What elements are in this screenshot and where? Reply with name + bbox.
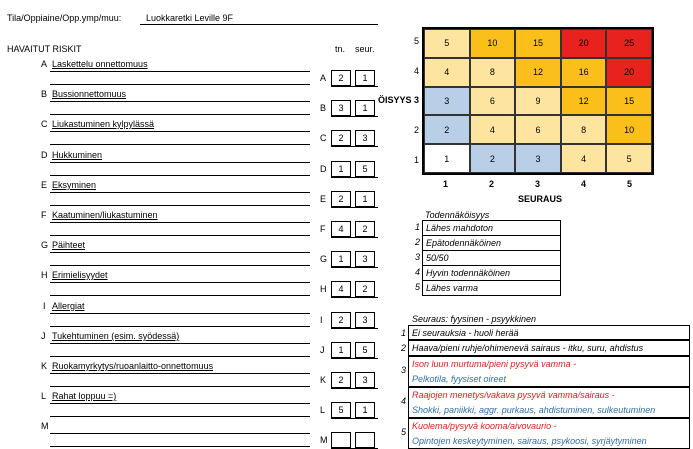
probability-number: 3 <box>414 252 420 262</box>
probability-score[interactable]: 4 <box>331 281 351 297</box>
probability-table <box>422 220 561 296</box>
probability-score[interactable]: 2 <box>331 70 351 86</box>
risk-letter: K <box>41 361 48 371</box>
consequence-score[interactable]: 1 <box>355 191 375 207</box>
consequence-score[interactable]: 3 <box>355 312 375 328</box>
consequence-number: 4 <box>400 396 406 406</box>
probability-item: Lähes mahdoton <box>423 221 560 236</box>
risk-underline <box>50 343 310 344</box>
risk-letter: D <box>41 150 48 160</box>
header-underline <box>140 24 378 25</box>
probability-item: Hyvin todennäköinen <box>423 266 560 281</box>
consequence-item <box>408 418 690 449</box>
consequence-item <box>408 340 690 356</box>
probability-score[interactable]: 2 <box>331 372 351 388</box>
probability-score[interactable]: 5 <box>331 402 351 418</box>
risk-underline <box>50 101 310 102</box>
score-underline <box>331 358 378 359</box>
score-letter: E <box>320 194 327 204</box>
matrix-col-label: 2 <box>489 179 495 189</box>
matrix-cell: 5 <box>606 144 652 173</box>
header-value: Luokkaretki Leville 9F <box>146 13 234 23</box>
risk-text: Bussionnettomuus <box>52 89 127 99</box>
consequence-score[interactable]: 1 <box>355 100 375 116</box>
header-label: Tila/Oppiaine/Opp.ymp/muu: <box>7 13 122 23</box>
risk-underline <box>50 114 310 115</box>
matrix-cell: 4 <box>470 115 516 144</box>
score-letter: M <box>320 435 328 445</box>
consequence-line1: Haava/pieni ruhje/ohimenevä sairaus - itku, suru, ahdistus <box>412 343 644 353</box>
matrix-cell: 4 <box>561 144 607 173</box>
score-letter: J <box>320 345 325 355</box>
score-underline <box>331 146 378 147</box>
score-underline <box>331 237 378 238</box>
probability-item: Epätodennäköinen <box>423 236 560 251</box>
score-letter: I <box>320 315 323 325</box>
matrix-cell: 8 <box>470 58 516 87</box>
consequence-number: 1 <box>400 328 406 338</box>
matrix-cell: 2 <box>470 144 516 173</box>
matrix-cell: 10 <box>606 115 652 144</box>
score-letter: A <box>320 73 327 83</box>
probability-score[interactable]: 3 <box>331 100 351 116</box>
risk-underline <box>50 192 310 193</box>
matrix-cell: 25 <box>606 29 652 58</box>
matrix-x-label: SEURAUS <box>518 194 563 204</box>
probability-title: Todennäköisyys <box>425 210 490 220</box>
risk-text: Liukastuminen kylpylässä <box>52 119 155 129</box>
matrix-cell: 8 <box>561 115 607 144</box>
matrix-cell: 20 <box>606 58 652 87</box>
risk-text: Ruokamyrkytys/ruoanlaitto-onnettomuus <box>52 361 214 371</box>
score-underline <box>331 328 378 329</box>
consequence-score[interactable] <box>355 432 375 448</box>
risk-text: Rahat loppuu =) <box>52 391 117 401</box>
score-underline <box>331 86 378 87</box>
matrix-cell: 15 <box>515 29 561 58</box>
risk-text: Eksyminen <box>52 180 97 190</box>
risk-text: Hukkuminen <box>52 150 103 160</box>
matrix-cell: 12 <box>515 58 561 87</box>
consequence-line2: Pelkotila, fyysiset oireet <box>412 374 507 384</box>
risks-title: HAVAITUT RISKIT <box>7 44 82 54</box>
consequence-item <box>408 325 690 340</box>
score-letter: L <box>320 405 326 415</box>
risk-underline <box>50 403 310 404</box>
consequence-number: 5 <box>400 427 406 437</box>
matrix-cell: 3 <box>424 87 470 116</box>
risk-letter: G <box>41 240 49 250</box>
consequence-line1: Ison luun murtuma/pieni pysyvä vamma - <box>412 359 577 369</box>
matrix-cell: 9 <box>515 87 561 116</box>
risk-underline <box>50 162 310 163</box>
probability-score[interactable]: 2 <box>331 130 351 146</box>
probability-number: 5 <box>414 282 420 292</box>
consequence-score[interactable]: 2 <box>355 221 375 237</box>
risk-underline <box>50 71 310 72</box>
risk-letter: J <box>41 331 46 341</box>
consequence-item <box>408 387 690 418</box>
score-letter: H <box>320 284 327 294</box>
score-letter: B <box>320 103 327 113</box>
risk-underline <box>50 144 310 145</box>
col-seur: seur. <box>355 44 375 54</box>
risk-underline <box>50 282 310 283</box>
consequence-score[interactable]: 3 <box>355 130 375 146</box>
risk-matrix <box>422 27 654 175</box>
score-underline <box>331 207 378 208</box>
risk-text: Allergiat <box>52 301 85 311</box>
risk-letter: E <box>41 180 48 190</box>
risk-text: Laskettelu onnettomuus <box>52 59 148 69</box>
matrix-row-label: 5 <box>414 36 420 46</box>
consequence-line2: Opintojen keskeytyminen, sairaus, psykoosi, syrjäytyminen <box>412 436 647 446</box>
probability-score[interactable] <box>331 432 351 448</box>
matrix-cell: 3 <box>515 144 561 173</box>
matrix-col-label: 3 <box>535 179 541 189</box>
probability-number: 2 <box>414 237 420 247</box>
risk-underline <box>50 84 310 85</box>
matrix-row-label: 3 <box>414 95 420 105</box>
probability-score[interactable]: 2 <box>331 191 351 207</box>
consequence-line2: Shokki, paniikki, aggr. purkaus, ahdistuminen, sulkeutuminen <box>412 405 656 415</box>
risk-underline <box>50 205 310 206</box>
risk-letter: B <box>41 89 48 99</box>
risk-underline <box>50 416 310 417</box>
matrix-cell: 10 <box>470 29 516 58</box>
risk-text: Kaatuminen/liukastuminen <box>52 210 158 220</box>
score-letter: C <box>320 133 327 143</box>
consequence-score[interactable]: 2 <box>355 281 375 297</box>
risk-underline <box>50 235 310 236</box>
score-underline <box>331 297 378 298</box>
risk-underline <box>50 131 310 132</box>
consequence-title: Seuraus: fyysinen - psyykkinen <box>412 314 537 324</box>
risk-letter: A <box>41 59 48 69</box>
score-letter: G <box>320 254 328 264</box>
risk-text: Tukehtuminen (esim. syödessä) <box>52 331 180 341</box>
risk-letter: L <box>41 391 47 401</box>
risk-text: Erimielisyydet <box>52 270 108 280</box>
score-underline <box>331 267 378 268</box>
consequence-line1: Raajojen menetys/vakava pysyvä vamma/sairaus - <box>412 390 615 400</box>
probability-score[interactable]: 2 <box>331 312 351 328</box>
score-underline <box>331 388 378 389</box>
score-letter: F <box>320 224 326 234</box>
matrix-cell: 12 <box>561 87 607 116</box>
risk-letter: H <box>41 270 48 280</box>
risk-letter: F <box>41 210 47 220</box>
risk-underline <box>50 295 310 296</box>
matrix-cell: 20 <box>561 29 607 58</box>
probability-item: 50/50 <box>423 251 560 266</box>
risk-underline <box>50 313 310 314</box>
matrix-col-label: 4 <box>581 179 587 189</box>
risk-underline <box>50 356 310 357</box>
consequence-score[interactable]: 1 <box>355 402 375 418</box>
probability-score[interactable]: 1 <box>331 161 351 177</box>
risk-text: Päihteet <box>52 240 86 250</box>
matrix-cell: 2 <box>424 115 470 144</box>
matrix-cell: 6 <box>470 87 516 116</box>
matrix-cell: 16 <box>561 58 607 87</box>
risk-underline <box>50 433 310 434</box>
consequence-line1: Kuolema/pysyvä kooma/aivovaurio - <box>412 421 557 431</box>
matrix-y-label: ÖISYYS <box>378 95 412 105</box>
risk-underline <box>50 175 310 176</box>
matrix-cell: 4 <box>424 58 470 87</box>
risk-underline <box>50 386 310 387</box>
risk-letter: I <box>43 301 46 311</box>
risk-underline <box>50 446 310 447</box>
probability-score[interactable]: 1 <box>331 342 351 358</box>
risk-underline <box>50 326 310 327</box>
risk-letter: M <box>41 421 49 431</box>
consequence-number: 2 <box>400 343 406 353</box>
risk-underline <box>50 252 310 253</box>
matrix-cell: 15 <box>606 87 652 116</box>
probability-number: 1 <box>414 222 420 232</box>
probability-number: 4 <box>414 267 420 277</box>
matrix-row-label: 1 <box>414 155 420 165</box>
matrix-cell: 1 <box>424 144 470 173</box>
score-underline <box>331 177 378 178</box>
risk-underline <box>50 222 310 223</box>
matrix-cell: 6 <box>515 115 561 144</box>
consequence-score[interactable]: 5 <box>355 161 375 177</box>
consequence-score[interactable]: 3 <box>355 251 375 267</box>
probability-score[interactable]: 4 <box>331 221 351 237</box>
matrix-col-label: 1 <box>443 179 449 189</box>
matrix-row-label: 4 <box>414 66 420 76</box>
matrix-cell: 5 <box>424 29 470 58</box>
consequence-score[interactable]: 1 <box>355 70 375 86</box>
consequence-score[interactable]: 5 <box>355 342 375 358</box>
probability-item: Lähes varma <box>426 283 479 293</box>
score-letter: D <box>320 164 327 174</box>
matrix-row-label: 2 <box>414 125 420 135</box>
score-underline <box>331 116 378 117</box>
consequence-number: 3 <box>400 365 406 375</box>
score-letter: K <box>320 375 327 385</box>
risk-letter: C <box>41 119 48 129</box>
risk-underline <box>50 265 310 266</box>
col-tn: tn. <box>335 44 346 54</box>
consequence-line1: Ei seurauksia - huoli herää <box>412 328 519 338</box>
consequence-item <box>408 356 690 387</box>
matrix-col-label: 5 <box>627 179 633 189</box>
score-underline <box>331 418 378 419</box>
probability-score[interactable]: 1 <box>331 251 351 267</box>
consequence-score[interactable]: 3 <box>355 372 375 388</box>
risk-underline <box>50 373 310 374</box>
